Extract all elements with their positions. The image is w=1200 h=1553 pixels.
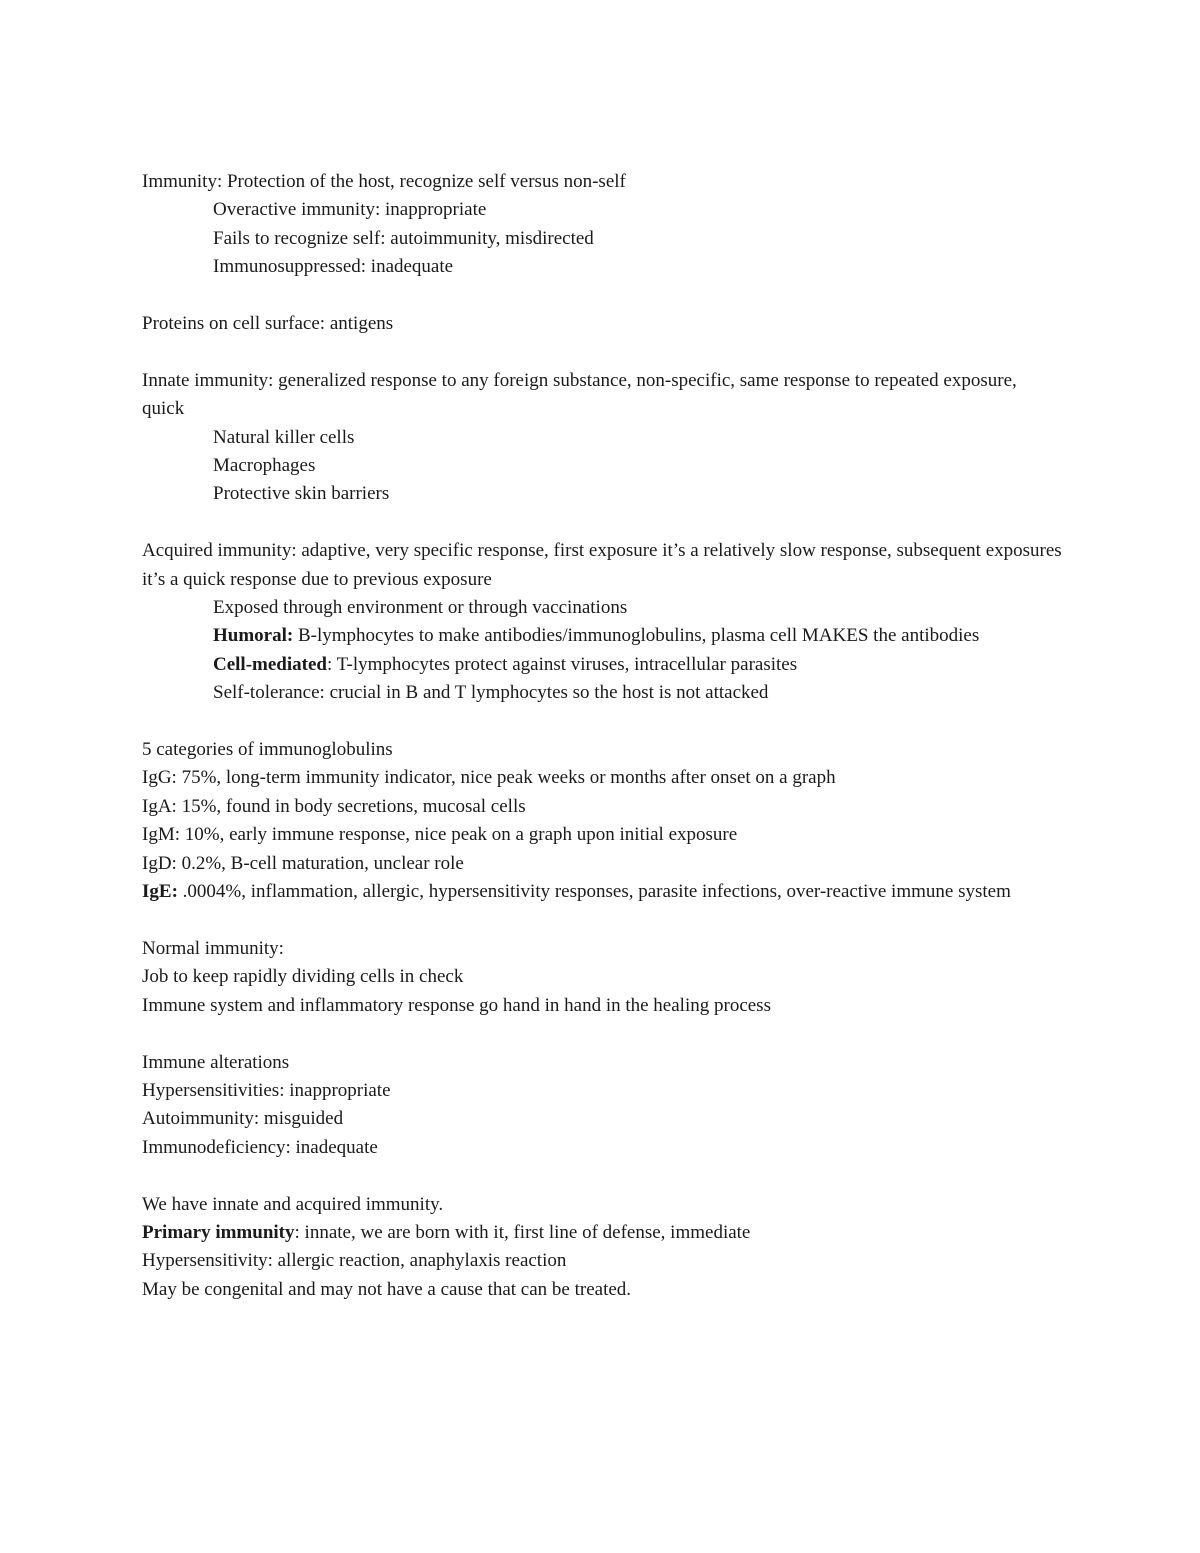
acquired-item-cell-mediated: [142, 651, 1062, 679]
innate-item: Natural killer cells: [213, 426, 355, 448]
ige-line: [142, 878, 1062, 906]
immunity-item: Immunosuppressed: inadequate: [213, 256, 454, 278]
immunoglobulins-heading: 5 categories of immunoglobulins: [142, 739, 393, 761]
normal-line: Job to keep rapidly dividing cells in check: [142, 966, 464, 988]
primary-immunity-line: [142, 1219, 1062, 1247]
alterations-line: Autoimmunity: misguided: [142, 1108, 344, 1130]
normal-line: Immune system and inflammatory response go hand in hand in the healing process: [142, 994, 771, 1016]
paragraph-gap: [142, 1162, 1062, 1190]
antigens-line: Proteins on cell surface: antigens: [142, 313, 394, 335]
igg-line: IgG: 75%, long-term immunity indicator, nice peak weeks or months after onset on a graph: [142, 767, 836, 789]
summary-line: Hypersensitivity: allergic reaction, anaphylaxis reaction: [142, 1250, 567, 1272]
acquired-heading: Acquired immunity: adaptive, very specific response, first exposure it’s a relatively slow response, subsequent exposures it’s a quick response due to previous exposure: [142, 540, 1062, 590]
paragraph-gap: [142, 1020, 1062, 1048]
document-page: [142, 168, 1062, 1304]
paragraph-gap: [142, 338, 1062, 366]
immunity-heading: Immunity: Protection of the host, recognize self versus non-self: [142, 171, 626, 192]
innate-heading: Innate immunity: generalized response to any foreign substance, non-specific, same response to repeated exposure, quick: [142, 369, 1017, 420]
immunity-item: Fails to recognize self: autoimmunity, misdirected: [213, 227, 594, 249]
innate-item: Macrophages: [213, 455, 316, 477]
humoral-text: B-lymphocytes to make antibodies/immunoglobulins, plasma cell MAKES the antibodies: [293, 625, 980, 647]
ige-text: .0004%, inflammation, allergic, hypersensitivity responses, parasite infections, over-reactive immune system: [177, 881, 1011, 903]
paragraph-gap: [142, 708, 1062, 736]
acquired-item-humoral: [142, 622, 1062, 650]
alterations-heading: Immune alterations: [142, 1051, 290, 1073]
paragraph-gap: [142, 907, 1062, 935]
primary-immunity-label: Primary immunity: [142, 1221, 295, 1243]
acquired-item-exposed: Exposed through environment or through vaccinations: [213, 597, 628, 619]
paragraph-gap: [142, 509, 1062, 537]
acquired-item-tolerance: Self-tolerance: crucial in B and T lymphocytes so the host is not attacked: [213, 682, 769, 704]
ige-label: IgE:: [142, 881, 178, 903]
innate-item: Protective skin barriers: [213, 483, 390, 505]
alterations-line: Hypersensitivities: inappropriate: [142, 1079, 391, 1101]
summary-line: We have innate and acquired immunity.: [142, 1193, 444, 1215]
paragraph-gap: [142, 282, 1062, 310]
humoral-label: Humoral:: [213, 625, 294, 647]
normal-heading: Normal immunity:: [142, 937, 284, 959]
summary-line: May be congenital and may not have a cause that can be treated.: [142, 1278, 632, 1300]
immunity-item: Overactive immunity: inappropriate: [213, 199, 487, 221]
cell-mediated-label: Cell-mediated: [213, 653, 327, 675]
primary-immunity-text: : innate, we are born with it, first line of defense, immediate: [294, 1221, 751, 1243]
alterations-line: Immunodeficiency: inadequate: [142, 1136, 378, 1158]
igm-line: IgM: 10%, early immune response, nice peak on a graph upon initial exposure: [142, 824, 738, 846]
igd-line: IgD: 0.2%, B-cell maturation, unclear role: [142, 852, 464, 874]
iga-line: IgA: 15%, found in body secretions, mucosal cells: [142, 795, 526, 817]
cell-mediated-text: : T-lymphocytes protect against viruses, intracellular parasites: [326, 653, 798, 675]
